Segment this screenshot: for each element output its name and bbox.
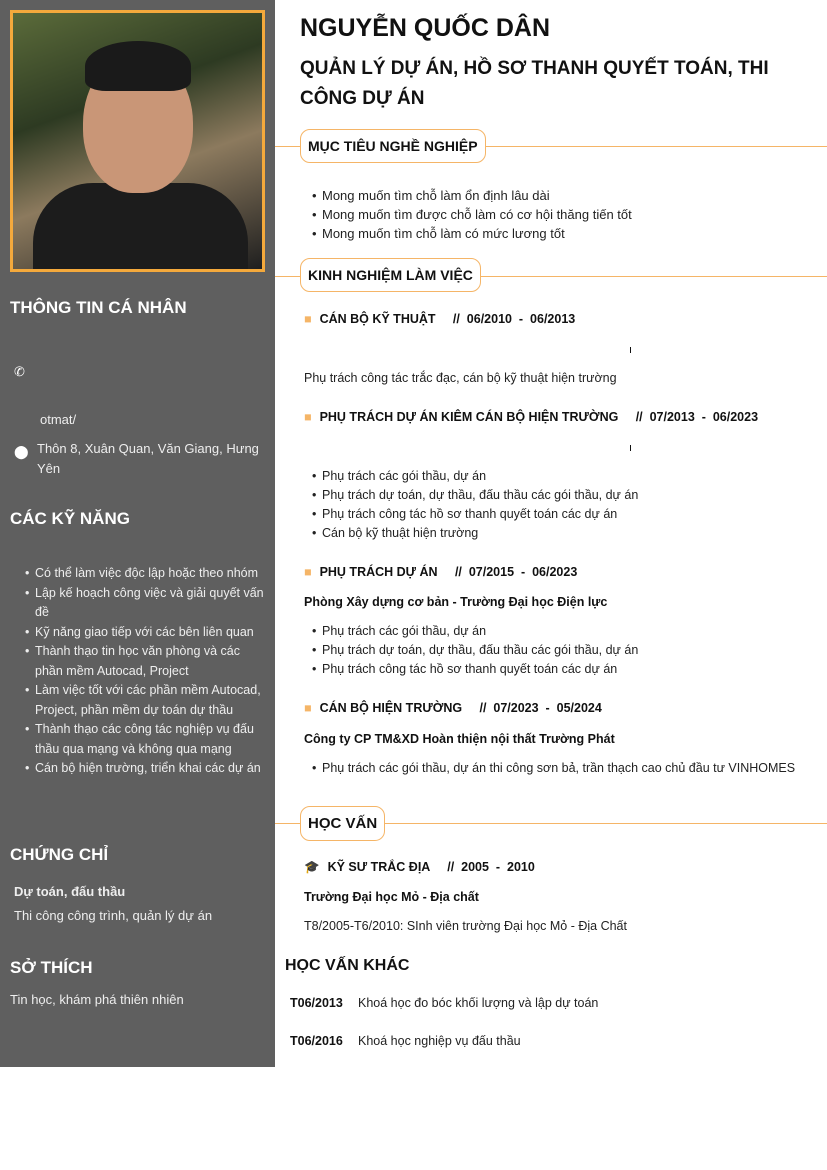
skill-item: • Thành thạo tin học văn phòng và các phần mềm Autocad, Project — [25, 642, 265, 681]
job-header — [304, 410, 758, 424]
job-header — [304, 565, 577, 579]
candidate-title: QUẢN LÝ DỰ ÁN, HỒ SƠ THANH QUYẾT TOÁN, THI CÔNG DỰ ÁN — [300, 58, 769, 109]
job-header — [304, 701, 602, 715]
course-date: T06/2013 — [290, 996, 343, 1010]
job-company: Phòng Xây dựng cơ bản - Trường Đại học Điện lực — [304, 595, 608, 609]
degree: KỸ SƯ TRẮC ĐỊA — [327, 860, 430, 874]
job-title: PHỤ TRÁCH DỰ ÁN — [319, 565, 438, 579]
objective-list — [312, 186, 632, 243]
skill-item: • Cán bộ hiện trường, triển khai các dự án — [25, 759, 265, 779]
objective-item: • Mong muốn tìm chỗ làm có mức lương tốt — [312, 224, 632, 243]
skill-item: • Kỹ năng giao tiếp với các bên liên quan — [25, 623, 265, 643]
address-text: Thôn 8, Xuân Quan, Văn Giang, Hưng Yên — [37, 441, 259, 476]
education-desc: T8/2005-T6/2010: SInh viên trường Đại học Mỏ - Địa Chất — [304, 919, 627, 933]
duty-item: • Phụ trách các gói thầu, dự án — [312, 467, 638, 486]
duty-item: • Phụ trách dự toán, dự thầu, đấu thầu các gói thầu, dự án — [312, 641, 638, 660]
job-title: CÁN BỘ HIỆN TRƯỜNG — [319, 701, 463, 715]
mark — [630, 347, 631, 353]
job-desc: Phụ trách công tác trắc đạc, cán bộ kỹ thuật hiện trường — [304, 371, 617, 385]
cert-desc: Thi công công trình, quản lý dự án — [14, 908, 213, 923]
briefcase-icon: ■ — [304, 410, 312, 424]
hobbies-heading: SỞ THÍCH — [10, 958, 93, 977]
skills-list — [25, 564, 265, 779]
cert-name: Dự toán, đấu thầu — [14, 884, 126, 899]
objective-item: • Mong muốn tìm được chỗ làm có cơ hội thăng tiến tốt — [312, 205, 632, 224]
job-period: // 07/2013 - 06/2023 — [635, 410, 759, 424]
job-title: CÁN BỘ KỸ THUẬT — [319, 312, 436, 326]
course-desc: Khoá học nghiệp vụ đấu thầu — [358, 1034, 521, 1048]
skills-heading: CÁC KỸ NĂNG — [10, 509, 130, 528]
duty-item: • Cán bộ kỹ thuật hiện trường — [312, 524, 638, 543]
job-header — [304, 312, 575, 326]
course-desc: Khoá học đo bóc khối lượng và lập dự toán — [358, 996, 599, 1010]
education-header — [304, 860, 535, 875]
duty-item: • Phụ trách các gói thầu, dự án — [312, 622, 638, 641]
graduation-cap-icon: 🎓 — [304, 860, 320, 874]
job-period: // 07/2023 - 05/2024 — [479, 701, 602, 715]
job-duties — [312, 759, 795, 778]
duty-item: • Phụ trách dự toán, dự thầu, đấu thầu các gói thầu, dự án — [312, 486, 638, 505]
mark — [630, 445, 631, 451]
objective-item: • Mong muốn tìm chỗ làm ổn định lâu dài — [312, 186, 632, 205]
duty-item: • Phụ trách các gói thầu, dự án thi công sơn bả, trần thạch cao chủ đầu tư VINHOMES — [312, 759, 795, 778]
course-date: T06/2016 — [290, 1034, 343, 1048]
school-name: Trường Đại học Mỏ - Địa chất — [304, 890, 479, 904]
certs-heading: CHỨNG CHỈ — [10, 845, 109, 864]
job-company: Công ty CP TM&XD Hoàn thiện nội thất Trường Phát — [304, 732, 615, 746]
duty-item: • Phụ trách công tác hồ sơ thanh quyết toán các dự án — [312, 505, 638, 524]
job-period: // 07/2015 - 06/2023 — [454, 565, 578, 579]
website-text: otmat/ — [40, 412, 77, 427]
skill-item: • Thành thạo các công tác nghiệp vụ đấu thầu qua mạng và không qua mạng — [25, 720, 265, 759]
other-education-heading: HỌC VẤN KHÁC — [285, 957, 410, 974]
location-icon: ⬤ — [14, 444, 29, 459]
job-duties — [312, 622, 638, 679]
duty-item: • Phụ trách công tác hồ sơ thanh quyết toán các dự án — [312, 660, 638, 679]
skill-item: • Có thể làm việc độc lập hoặc theo nhóm — [25, 564, 265, 584]
briefcase-icon: ■ — [304, 701, 312, 715]
candidate-name: NGUYỄN QUỐC DÂN — [300, 14, 551, 42]
profile-photo — [10, 10, 265, 272]
education-heading: HỌC VẤN — [300, 806, 385, 841]
education-period: // 2005 - 2010 — [447, 860, 535, 874]
objective-heading: MỤC TIÊU NGHỀ NGHIỆP — [300, 129, 486, 163]
briefcase-icon: ■ — [304, 565, 312, 579]
job-period: // 06/2010 - 06/2013 — [452, 312, 576, 326]
personal-info-heading: THÔNG TIN CÁ NHÂN — [10, 298, 187, 317]
skill-item: • Lập kế hoạch công việc và giải quyết vấn đề — [25, 584, 265, 623]
experience-heading: KINH NGHIỆM LÀM VIỆC — [300, 258, 481, 292]
hobbies-text: Tin học, khám phá thiên nhiên — [10, 992, 184, 1007]
job-duties — [312, 467, 638, 543]
briefcase-icon: ■ — [304, 312, 312, 326]
sidebar — [0, 0, 275, 1067]
phone-icon: ✆ — [14, 364, 25, 379]
job-title: PHỤ TRÁCH DỰ ÁN KIÊM CÁN BỘ HIỆN TRƯỜNG — [319, 410, 619, 424]
skill-item: • Làm việc tốt với các phần mềm Autocad, Project, phần mềm dự toán dự thầu — [25, 681, 265, 720]
